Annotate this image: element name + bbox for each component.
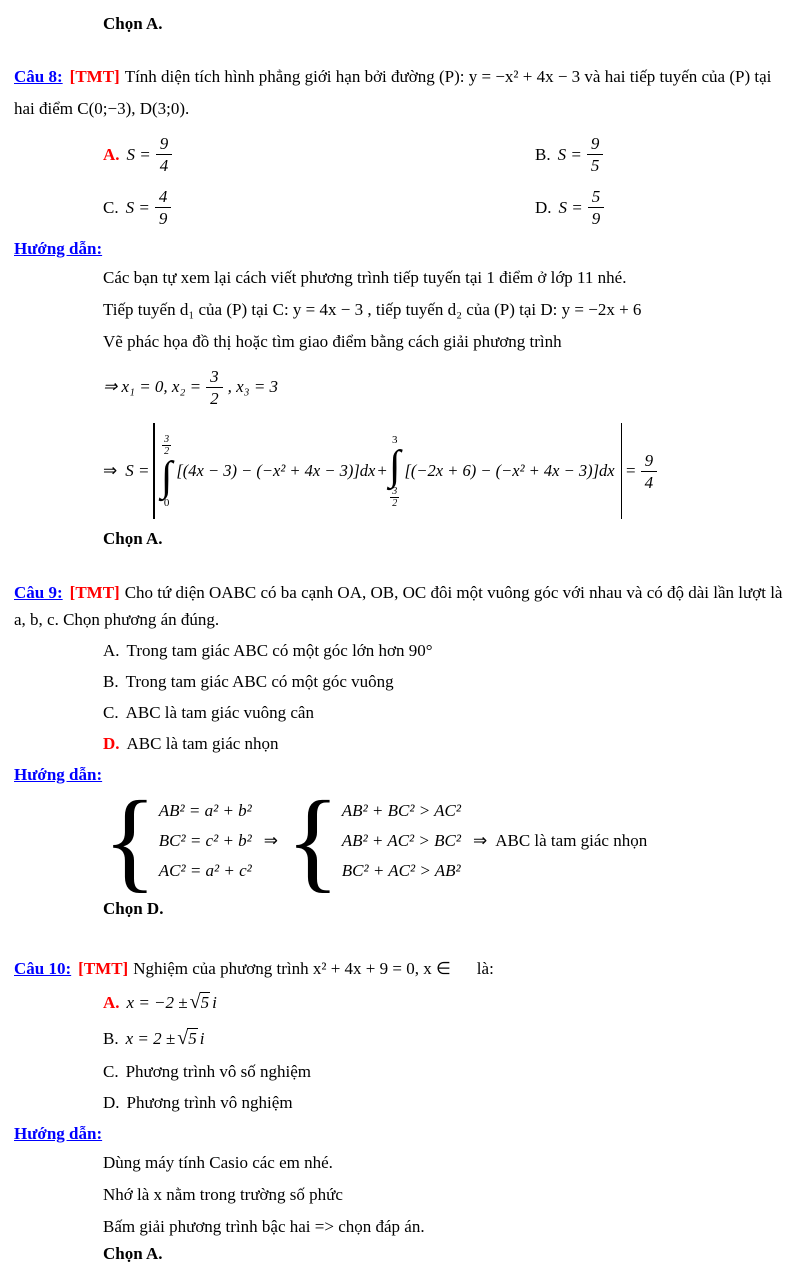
integral-1	[161, 434, 173, 509]
q10-guide-heading: Hướng dẫn:	[14, 1124, 103, 1143]
result-fraction	[641, 450, 658, 493]
q10-tag: [TMT]	[78, 959, 129, 978]
q10-guide-line-2: Nhớ là x nằm trong trường số phức	[103, 1185, 343, 1204]
q9-option-d	[103, 731, 786, 757]
q8-option-c-expr: S =	[125, 197, 150, 217]
q9-label: Câu 9:	[14, 583, 63, 602]
q10-option-a-post: i	[212, 992, 217, 1012]
q8-option-b	[535, 131, 786, 178]
integral-2-upper-limit: 3	[391, 433, 398, 446]
q10-option-a-label: A.	[103, 992, 120, 1012]
system-right-column	[342, 796, 461, 886]
q8-chon-answer: Chọn A.	[103, 529, 163, 548]
integral-sign: ∫	[388, 442, 401, 489]
q10-option-b-label: B.	[103, 1028, 119, 1048]
q8-option-c	[103, 184, 535, 231]
q10-guide-line-1: Dùng máy tính Casio các em nhé.	[103, 1153, 333, 1172]
roots-fraction	[206, 366, 223, 409]
q8-guide-heading: Hướng dẫn:	[14, 239, 103, 258]
q8-option-d	[535, 184, 786, 231]
q8-option-d-expr: S =	[558, 197, 583, 217]
q8-guide-line-1: Các bạn tự xem lại cách viết phương trình tiếp tuyến tại 1 điểm ở lớp 11 nhé.	[103, 268, 627, 287]
q9-option-a-label: A.	[103, 641, 120, 660]
q9-option-a	[103, 638, 786, 664]
q8-option-d-fraction	[588, 186, 605, 229]
roots-pre: ⇒ x₁ = 0, x₂ =	[103, 377, 202, 396]
fraction-denominator: 4	[644, 472, 654, 492]
fraction-denominator: 9	[591, 209, 601, 228]
q8-option-b-expr: S =	[557, 144, 582, 164]
q8-question	[14, 61, 786, 125]
q8-option-c-fraction	[155, 186, 172, 229]
q10-option-d	[103, 1090, 786, 1116]
fraction-denominator: 5	[590, 156, 600, 175]
q8-roots-formula	[103, 359, 786, 415]
integral-1-lower-limit: 0	[163, 496, 170, 509]
q9-option-b-label: B.	[103, 672, 119, 691]
equals-sign: =	[626, 461, 636, 480]
abs-bar-left	[153, 423, 154, 519]
q9-guide-heading: Hướng dẫn:	[14, 765, 103, 784]
q8-option-b-label: B.	[535, 144, 551, 164]
q8-option-a-fraction	[156, 133, 173, 176]
q10-question	[14, 955, 786, 982]
q9-question	[14, 579, 786, 633]
q10-option-d-text: Phương trình vô nghiệm	[126, 1093, 293, 1112]
q9-option-b-text: Trong tam giác ABC có một góc vuông	[125, 672, 394, 691]
implies-arrow: ⇒	[263, 831, 279, 850]
q10-option-b-expr: x = 2 ±	[125, 1028, 176, 1048]
q8-guide-line-2: Tiếp tuyến d₁ của (P) tại C: y = 4x − 3 , tiếp tuyến d₂ của (P) tại D: y = −2x + 6	[103, 300, 642, 319]
radicand: 5	[200, 993, 210, 1012]
q9-tag: [TMT]	[69, 583, 120, 602]
q10-option-b-post: i	[199, 1028, 205, 1048]
system-right-row-2: AB² + AC² > BC²	[341, 831, 461, 850]
radicand: 5	[188, 1029, 197, 1048]
q8-guide-line-3: Vẽ phác họa đồ thị hoặc tìm giao điểm bằng cách giải phương trình	[103, 332, 562, 351]
plus-sign: +	[377, 461, 387, 480]
integral-1-body: [(4x − 3) − (−x² + 4x − 3)]dx	[176, 461, 376, 480]
system-left-row-3: AC² = a² + c²	[158, 861, 252, 880]
fraction-denominator: 2	[210, 388, 219, 408]
fraction-numerator: 3	[164, 433, 170, 445]
fraction-numerator: 9	[641, 450, 658, 472]
q9-option-d-label: D.	[103, 734, 120, 753]
fraction-denominator: 2	[164, 445, 170, 457]
q10-option-b	[103, 1023, 786, 1054]
area-lhs: S =	[125, 461, 150, 480]
q10-option-a	[103, 987, 786, 1018]
integral-2	[389, 434, 401, 509]
system-left-row-2: BC² = c² + b²	[158, 831, 252, 850]
q9-text: Cho tứ diện OABC có ba cạnh OA, OB, OC đôi một vuông góc với nhau và có độ dài lần lượt là a, b, c. Chọn phương án đúng.	[14, 583, 783, 629]
q8-option-c-label: C.	[103, 197, 119, 217]
q9-option-c-label: C.	[103, 703, 119, 722]
q10-option-c-text: Phương trình vô số nghiệm	[125, 1062, 311, 1081]
implies-arrow: ⇒	[103, 461, 118, 480]
radical-sign: √	[177, 1027, 189, 1049]
radical-sign: √	[189, 991, 201, 1013]
q10-guide-line-3: Bấm giải phương trình bậc hai => chọn đáp án.	[103, 1217, 425, 1236]
q9-option-d-text: ABC là tam giác nhọn	[126, 734, 279, 753]
q10-text: Nghiệm của phương trình x² + 4x + 9 = 0, x ∈	[133, 959, 451, 978]
q8-option-b-fraction	[587, 133, 604, 176]
q10-option-c-label: C.	[103, 1062, 119, 1081]
fraction-numerator: 4	[155, 186, 172, 208]
q10-label: Câu 10:	[14, 959, 72, 978]
q10-chon-answer: Chọn A.	[103, 1244, 163, 1263]
left-brace: {	[103, 779, 157, 903]
q9-option-a-text: Trong tam giác ABC có một góc lớn hơn 90°	[126, 641, 433, 660]
roots-post: , x₃ = 3	[227, 377, 279, 396]
q9-system-formula	[103, 779, 786, 903]
q8-option-a-label: A.	[103, 144, 120, 164]
system-conclusion: ABC là tam giác nhọn	[495, 831, 648, 850]
q8-options	[103, 131, 786, 231]
q10-option-a-expr: x = −2 ±	[126, 992, 188, 1012]
system-right-row-3: BC² + AC² > AB²	[341, 861, 461, 880]
fraction-numerator: 9	[587, 133, 604, 155]
q10-text-suffix: là:	[476, 959, 494, 978]
fraction-numerator: 9	[156, 133, 173, 155]
chon-answer-top: Chọn A.	[103, 14, 163, 33]
q8-text: Tính diện tích hình phẳng giới hạn bởi đường (P): y = −x² + 4x − 3 và hai tiếp tuyến của (P) tại hai điểm C(0;−3), D(3;0).	[14, 67, 772, 118]
q10-option-d-label: D.	[103, 1093, 120, 1112]
fraction-numerator: 3	[392, 485, 398, 497]
square-root	[177, 1028, 197, 1049]
q8-option-a-expr: S =	[126, 144, 151, 164]
q9-option-c	[103, 700, 786, 726]
integral-2-lower-limit	[390, 486, 399, 509]
integral-2-body: [(−2x + 6) − (−x² + 4x − 3)]dx	[404, 461, 615, 480]
integral-sign: ∫	[160, 453, 173, 500]
q8-option-a	[103, 131, 535, 178]
q8-tag: [TMT]	[69, 67, 120, 86]
q8-area-formula	[103, 421, 786, 521]
system-left-column	[159, 796, 252, 886]
q9-option-b	[103, 669, 786, 695]
implies-arrow: ⇒	[472, 831, 488, 850]
system-right-row-1: AB² + BC² > AC²	[341, 801, 461, 820]
fraction-denominator: 9	[158, 209, 168, 228]
q8-label: Câu 8:	[14, 67, 63, 86]
square-root	[190, 992, 210, 1013]
q10-option-c	[103, 1059, 786, 1085]
fraction-numerator: 3	[206, 366, 223, 388]
fraction-numerator: 5	[588, 186, 605, 208]
q9-option-c-text: ABC là tam giác vuông cân	[125, 703, 314, 722]
q9-chon-answer: Chọn D.	[103, 899, 164, 918]
left-brace: {	[286, 779, 340, 903]
q8-option-d-label: D.	[535, 197, 552, 217]
fraction-denominator: 4	[159, 156, 169, 175]
abs-bar-right	[621, 423, 622, 519]
fraction-denominator: 2	[392, 497, 398, 509]
system-left-row-1: AB² = a² + b²	[158, 801, 252, 820]
